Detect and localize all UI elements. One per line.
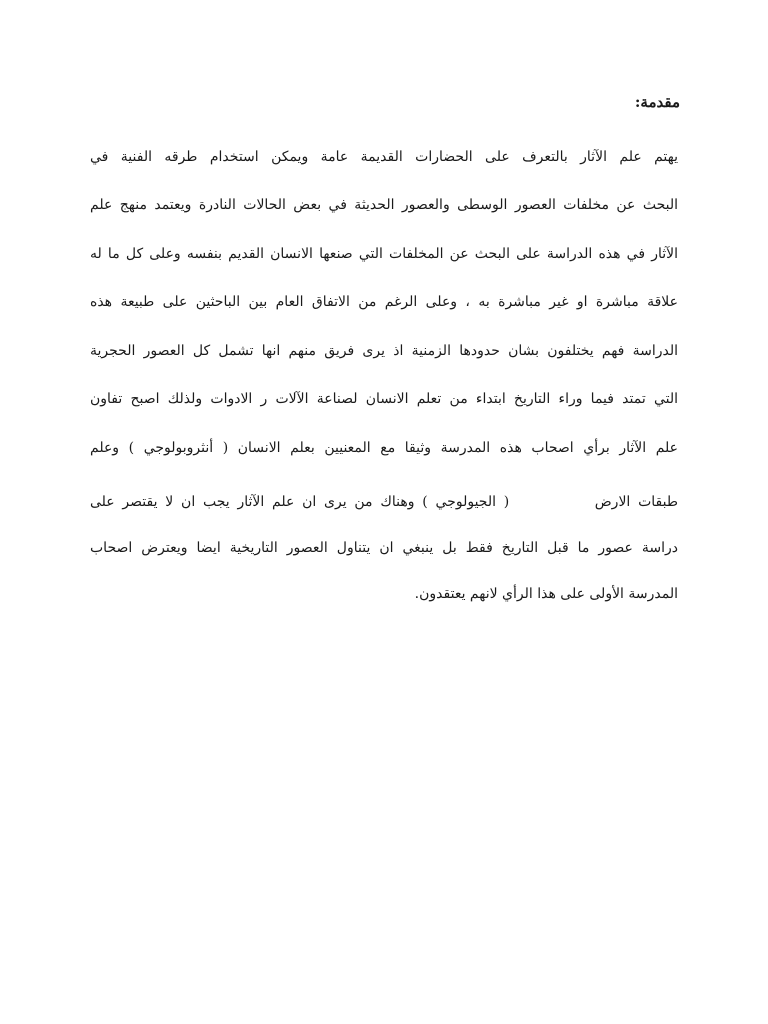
section-heading: مقدمة:	[634, 93, 680, 111]
paragraph-line-6: التي تمتد فيما وراء التاريخ ابتداء من تعلم الانسان لصناعة الآلات ر الادوات ولذلك اصبح تفاون	[90, 391, 678, 407]
paragraph-line-10: المدرسة الأولى على هذا الرأي لانهم يعتقدون.	[414, 586, 678, 602]
paragraph-line-7: علم الآثار برأي اصحاب هذه المدرسة وثيقا مع المعنيين بعلم الانسان ( أنثروبولوجي ) وعلم	[90, 440, 678, 456]
paragraph-line-2: البحث عن مخلفات العصور الوسطى والعصور الحديثة في بعض الحالات النادرة ويعتمد منهج علم	[90, 197, 678, 213]
paragraph-line-4: علاقة مباشرة او غير مباشرة به ، وعلى الرغم من الاتفاق العام بين الباحثين على طبيعة هذه	[90, 294, 678, 310]
paragraph-line-8: طبقات الارض ( الجيولوجي ) وهناك من يرى ان علم الآثار يجب ان لا يقتصر على	[90, 494, 678, 510]
paragraph-line-1: يهتم علم الآثار بالتعرف على الحضارات القديمة عامة ويمكن استخدام طرقه الفنية في	[90, 149, 678, 165]
paragraph-line-9: دراسة عصور ما قبل التاريخ فقط بل ينبغي ان يتناول العصور التاريخية ايضا ويعترض اصحاب	[90, 540, 678, 556]
paragraph-line-3: الآثار في هذه الدراسة على البحث عن المخلفات التي صنعها الانسان القديم بنفسه وعلى كل ما له	[90, 246, 678, 262]
paragraph-line-5: الدراسة فهم يختلفون بشان حدودها الزمنية اذ يرى فريق منهم انها تشمل كل العصور الحجرية	[90, 343, 678, 359]
